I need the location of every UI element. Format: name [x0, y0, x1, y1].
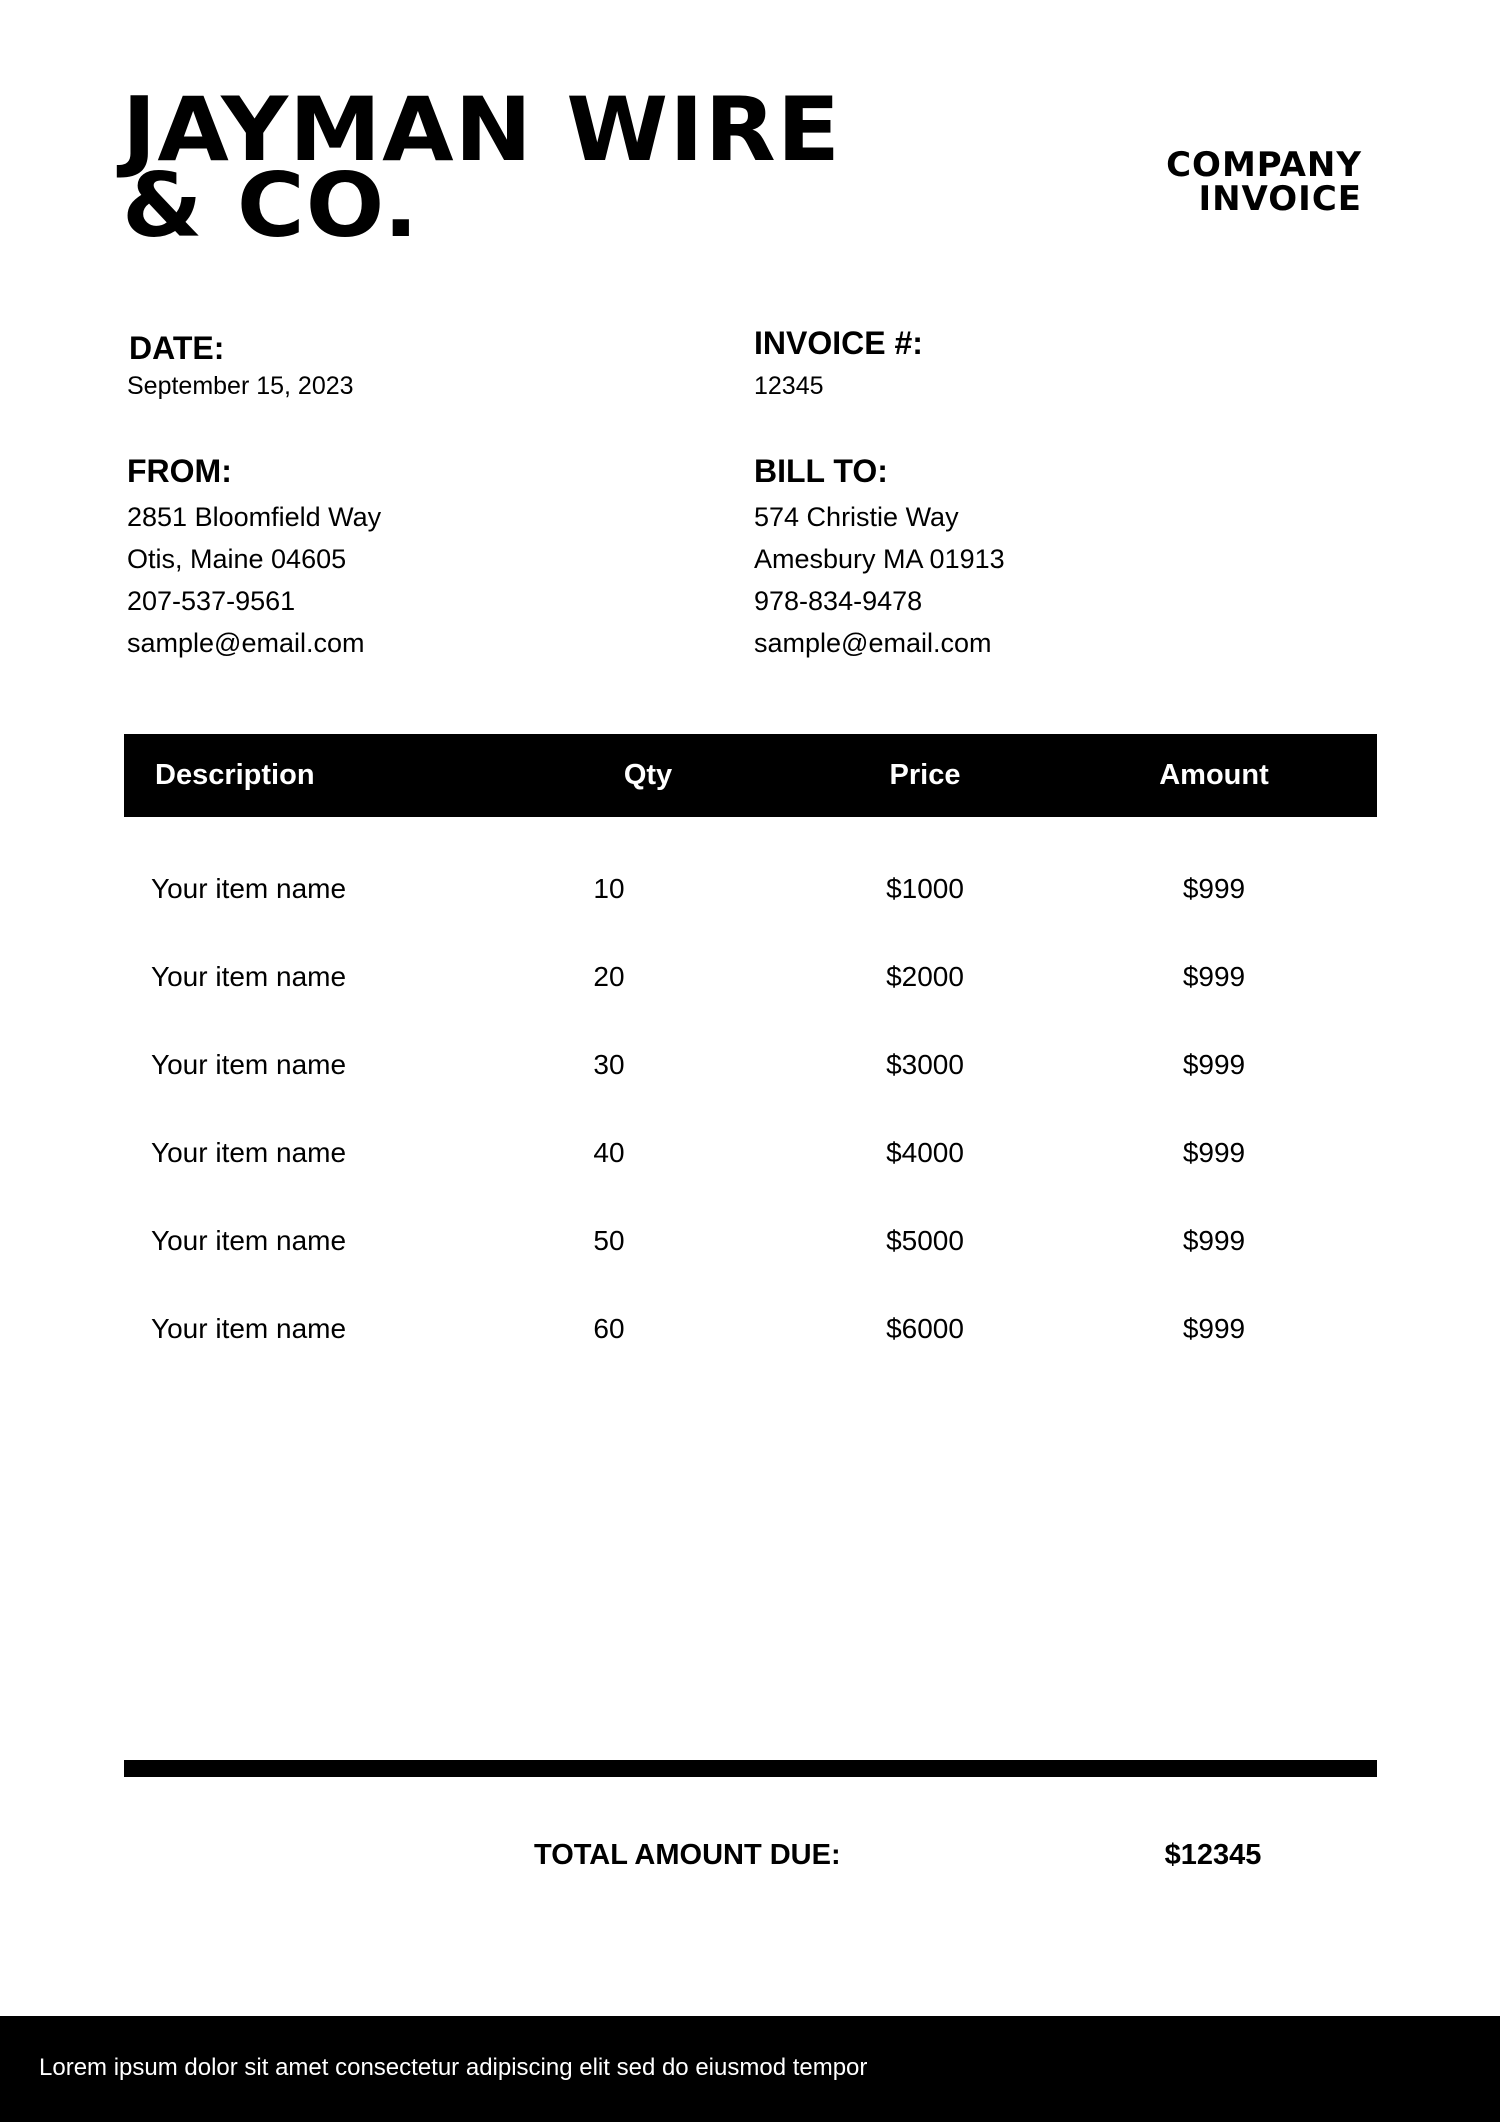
item-qty: 20 — [593, 961, 625, 992]
company-name-line1: JAYMAN WIRE — [122, 78, 842, 181]
bill-to-label: BILL TO: — [754, 453, 888, 489]
item-price: $5000 — [886, 1225, 964, 1256]
table-row — [124, 933, 1377, 1021]
from-phone: 207-537-9561 — [127, 586, 296, 616]
column-header-amount: Amount — [1159, 759, 1269, 791]
table-row — [124, 1109, 1377, 1197]
item-description: Your item name — [151, 1049, 347, 1080]
item-amount: $999 — [1182, 873, 1246, 904]
item-amount: $999 — [1182, 1137, 1246, 1168]
bill-to-address — [754, 496, 1005, 664]
footer-text: Lorem ipsum dolor sit amet consectetur adipiscing elit sed do eiusmod tempor — [39, 2054, 868, 2081]
item-qty: 50 — [593, 1225, 625, 1256]
company-name — [122, 78, 842, 257]
column-header-description: Description — [155, 759, 315, 791]
item-amount: $999 — [1182, 1225, 1246, 1256]
document-type-line1: COMPANY — [1166, 145, 1362, 185]
bill-to-address-line: 574 Christie Way — [754, 502, 959, 532]
column-header-qty: Qty — [623, 759, 673, 791]
item-description: Your item name — [151, 1225, 347, 1256]
invoice-number-value: 12345 — [754, 372, 824, 400]
from-address — [127, 496, 381, 664]
document-type — [1166, 145, 1362, 219]
table-row — [124, 845, 1377, 933]
item-description: Your item name — [151, 873, 347, 904]
document-type-line2: INVOICE — [1198, 179, 1362, 219]
item-description: Your item name — [151, 1137, 347, 1168]
from-email: sample@email.com — [127, 628, 365, 658]
company-name-line2: & CO. — [122, 154, 420, 257]
bill-to-address-line: Amesbury MA 01913 — [754, 544, 1005, 574]
item-price: $2000 — [886, 961, 964, 992]
items-table-body — [124, 845, 1377, 1373]
item-amount: $999 — [1182, 961, 1246, 992]
date-value: September 15, 2023 — [127, 372, 354, 400]
item-price: $4000 — [886, 1137, 964, 1168]
item-qty: 40 — [593, 1137, 625, 1168]
item-qty: 10 — [593, 873, 625, 904]
item-amount: $999 — [1182, 1313, 1246, 1344]
item-description: Your item name — [151, 961, 347, 992]
from-address-line: Otis, Maine 04605 — [127, 544, 347, 574]
date-label: DATE: — [129, 330, 225, 366]
table-row — [124, 1021, 1377, 1109]
item-price: $6000 — [886, 1313, 964, 1344]
from-label: FROM: — [127, 453, 232, 489]
item-price: $1000 — [886, 873, 964, 904]
total-amount-label: TOTAL AMOUNT DUE: — [534, 1839, 841, 1871]
bill-to-phone: 978-834-9478 — [754, 586, 923, 616]
total-divider — [124, 1760, 1377, 1777]
item-price: $3000 — [886, 1049, 964, 1080]
item-qty: 30 — [593, 1049, 625, 1080]
invoice-number-label: INVOICE #: — [754, 325, 923, 361]
item-qty: 60 — [593, 1313, 625, 1344]
total-amount-value: $12345 — [1164, 1839, 1262, 1871]
footer-bar — [0, 2016, 1500, 2122]
bill-to-email: sample@email.com — [754, 628, 992, 658]
table-row — [124, 1285, 1377, 1373]
items-table-header — [124, 734, 1377, 817]
table-row — [124, 1197, 1377, 1285]
column-header-price: Price — [889, 759, 961, 791]
item-description: Your item name — [151, 1313, 347, 1344]
item-amount: $999 — [1182, 1049, 1246, 1080]
from-address-line: 2851 Bloomfield Way — [127, 502, 382, 532]
